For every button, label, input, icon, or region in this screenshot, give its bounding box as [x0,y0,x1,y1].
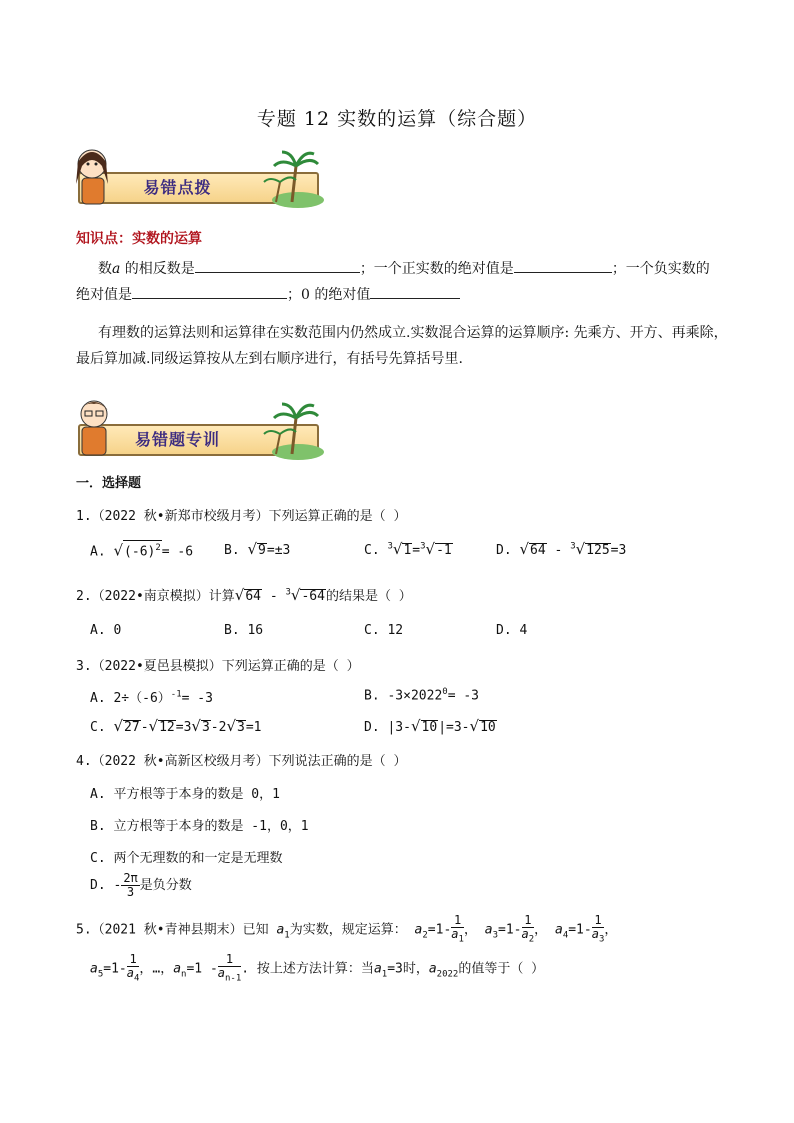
knowledge-point-heading: 知识点：实数的运算 [76,231,202,247]
option-c[interactable]: C. $^3$√1=$^3$√-1 [364,540,452,558]
question-5: 5.（2021 秋•青神县期末）已知 $a_1$为实数，规定运算： $a_2=1-$ $\frac{1}{a_1}$ ， $a_3=1-$ $\frac{1}{a_2}$ ， $a_4=1-$ $\frac{1}{a_3}$ ， [76,913,618,945]
option-b[interactable]: B. 立方根等于本身的数是 -1，0，1 [90,819,309,834]
question-1: 1.（2022 秋•新郑市校级月考）下列运算正确的是（ ） [76,509,407,524]
option-d[interactable]: D. - $\frac{2\pi}{3}$ 是负分数 [90,871,192,899]
blank-positive-abs[interactable] [514,258,612,273]
banner-tips [70,144,325,212]
blank-zero-abs[interactable] [370,284,460,299]
knowledge-paragraph-2: 有理数的运算法则和运算律在实数范围内仍然成立.实数混合运算的运算顺序: 先乘方、开方、再乘除， 最后算加减.同级运算按从左到右顺序进行，有括号先算括号里. [76,325,728,367]
option-c[interactable]: C. 两个无理数的和一定是无理数 [90,851,283,866]
option-c[interactable]: C. 12 [364,623,404,638]
knowledge-paragraph-1: 数a 的相反数是 ；一个正实数的绝对值是 ；一个负实数的 绝对值是 ；0 的绝对值 [76,256,726,308]
option-d[interactable]: D. |3-√10|=3-√10 [364,717,496,735]
question-2: 2.（2022•南京模拟）计算√64 - $^3$√-64的结果是（ ） [76,586,412,604]
option-b[interactable]: B. 16 [224,623,264,638]
option-a[interactable]: A. $2\div(-6)^{-1}= -3$ [90,689,213,706]
option-d[interactable]: D. 4 [496,623,528,638]
option-a[interactable]: A. 平方根等于本身的数是 0，1 [90,787,280,802]
banner-label: 易错点拨 [143,178,212,197]
question-3: 3.（2022•夏邑县模拟）下列运算正确的是（ ） [76,659,360,674]
option-b[interactable]: B. $-3\times 2022^0= -3$ [364,687,480,704]
banner-label: 易错题专训 [134,430,220,449]
section-heading: 一．选择题 [76,476,142,491]
option-d[interactable]: D. √64 - $^3$√125=3 [496,540,627,558]
blank-opposite[interactable] [195,258,360,273]
option-a[interactable]: A. $√(-6)^2= -6$ [90,541,194,560]
page-title: 专题 12 实数的运算（综合题） [256,108,538,130]
banner-practice [70,396,325,464]
question-4: 4.（2022 秋•高新区校级月考）下列说法正确的是（ ） [76,754,407,769]
option-a[interactable]: A. 0 [90,623,122,638]
question-5-line-2: $a_5=1-$ $\frac{1}{a_4}$ ，…，$a_n=1$ - $\frac{1}{a_{n-1}}$ . 按上述方法计算：当$a_1=3$时，$a_{2022}$的值等于（ ） [90,952,545,984]
option-b[interactable]: B. √9=±3 [224,540,291,558]
question-3-options [90,687,730,747]
option-c[interactable]: C. √27-√12=3√3-2√3=1 [90,717,262,735]
blank-negative-abs[interactable] [132,284,287,299]
